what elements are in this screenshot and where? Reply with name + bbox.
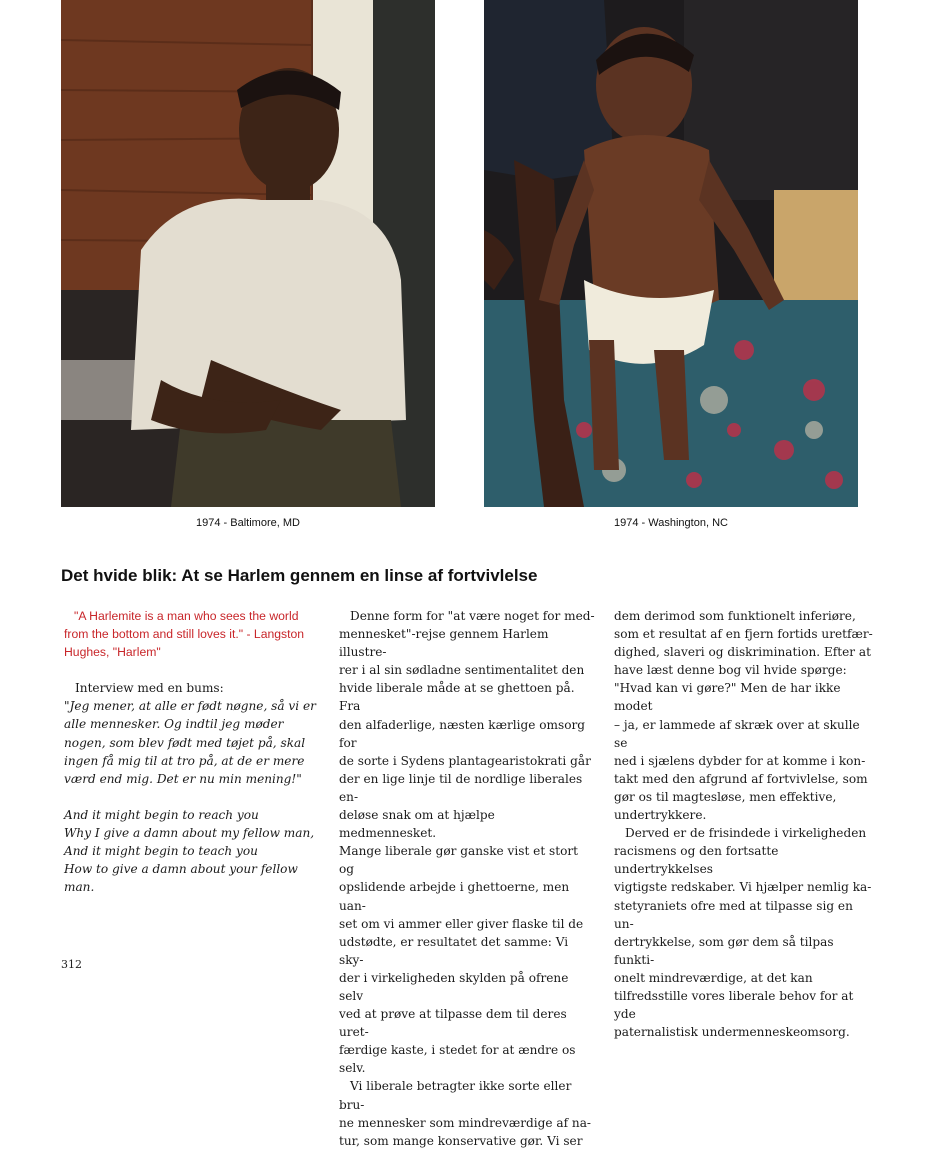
interview-quote: "Jeg mener, at alle er født nøgne, så vi er alle mennesker. Og indtil jeg møder nogen, som blev født med tøjet på, skal ingen få mig til at tro på, at de er mere værd end mig. Det er nu min mening!" <box>64 699 316 786</box>
column-2 <box>339 607 595 1150</box>
text-line: tur, som mange konservative gør. Vi ser <box>339 1133 583 1148</box>
article-heading: Det hvide blik: At se Harlem gennem en linse af fortvivlelse <box>61 566 538 585</box>
text-line: tilfredsstille vores liberale behov for at yde <box>614 988 854 1022</box>
text-line: Vi liberale betragter ikke sorte eller bru- <box>339 1079 572 1112</box>
text-line: undertrykkere. <box>614 808 707 823</box>
text-line: dertrykkelse, som gør dem så tilpas funkti- <box>614 934 834 967</box>
text-line: den alfaderlige, næsten kærlige omsorg for <box>339 717 586 750</box>
text-line: Denne form for "at være noget for med- <box>350 609 595 623</box>
verse-line: Why I give a damn about my fellow man, <box>64 825 315 840</box>
text-line: "Hvad kan vi gøre?" Men de har ikke modet <box>614 681 841 714</box>
column-1 <box>64 607 320 896</box>
text-line: der i virkeligheden skylden på ofrene selv <box>339 970 569 1003</box>
text-line: deløse snak om at hjælpe medmennesket. <box>339 808 495 841</box>
caption-washington: 1974 - Washington, NC <box>614 517 728 529</box>
text-line: hvide liberale måde at se ghettoen på. Fra <box>339 681 575 714</box>
verse-line: And it might begin to teach you <box>64 844 258 859</box>
text-line: ne mennesker som mindreværdige af na- <box>339 1115 592 1130</box>
text-line: have læst denne bog vil hvide spørge: <box>614 663 847 678</box>
text-line: Mange liberale gør ganske vist et stort og <box>339 844 579 877</box>
text-line: færdige kaste, i stedet for at ændre os selv. <box>339 1043 576 1076</box>
text-line: rer i al sin sødladne sentimentalitet den <box>339 663 585 678</box>
verse-line: How to give a damn about your fellow man. <box>64 862 298 895</box>
text-line: – ja, er lammede af skræk over at skulle se <box>614 717 860 750</box>
text-line: dem derimod som funktionelt inferiøre, <box>614 609 856 623</box>
text-line: stetyraniets ofre med at tilpasse sig en un- <box>614 898 853 931</box>
text-line: udstødte, er resultatet det samme: Vi sky- <box>339 934 569 967</box>
photo-baltimore <box>61 0 435 507</box>
text-line: gør os til magtesløse, men effektive, <box>614 789 837 804</box>
text-line: som et resultat af en fjern fortids uretfær- <box>614 627 873 642</box>
text-line: opslidende arbejde i ghettoerne, men uan- <box>339 880 570 913</box>
text-line: racismens og den fortsatte undertrykkelses <box>614 844 779 877</box>
text-line: mennesket"-rejse gennem Harlem illustre- <box>339 627 549 660</box>
verse-line: And it might begin to reach you <box>64 807 259 822</box>
text-line: der en lige linje til de nordlige liberales en- <box>339 771 583 804</box>
langston-hughes-quote: "A Harlemite is a man who sees the world from the bottom and still loves it." - Langston Hughes, "Harlem" <box>64 609 305 660</box>
column-3 <box>614 607 874 1041</box>
caption-baltimore: 1974 - Baltimore, MD <box>196 517 300 529</box>
text-line: Derved er de frisindede i virkeligheden <box>625 826 867 841</box>
text-line: takt med den afgrund af fortvivlelse, som <box>614 771 868 786</box>
text-line: vigtigste redskaber. Vi hjælper nemlig ka- <box>614 880 872 895</box>
text-line: onelt mindreværdige, at det kan <box>614 970 813 985</box>
verse <box>64 806 320 896</box>
text-line: dighed, slaveri og diskrimination. Efter at <box>614 645 871 660</box>
text-line: set om vi ammer eller giver flaske til de <box>339 916 584 931</box>
text-line: ved at prøve at tilpasse dem til deres uret- <box>339 1007 567 1040</box>
text-line: paternalistisk undermenneskeomsorg. <box>614 1025 850 1040</box>
photo-washington <box>484 0 858 507</box>
text-line: ned i sjælens dybder for at komme i kon- <box>614 753 866 768</box>
interview-intro: Interview med en bums: <box>75 681 224 696</box>
text-line: de sorte i Sydens plantagearistokrati går <box>339 753 591 768</box>
page-number: 312 <box>61 958 82 971</box>
